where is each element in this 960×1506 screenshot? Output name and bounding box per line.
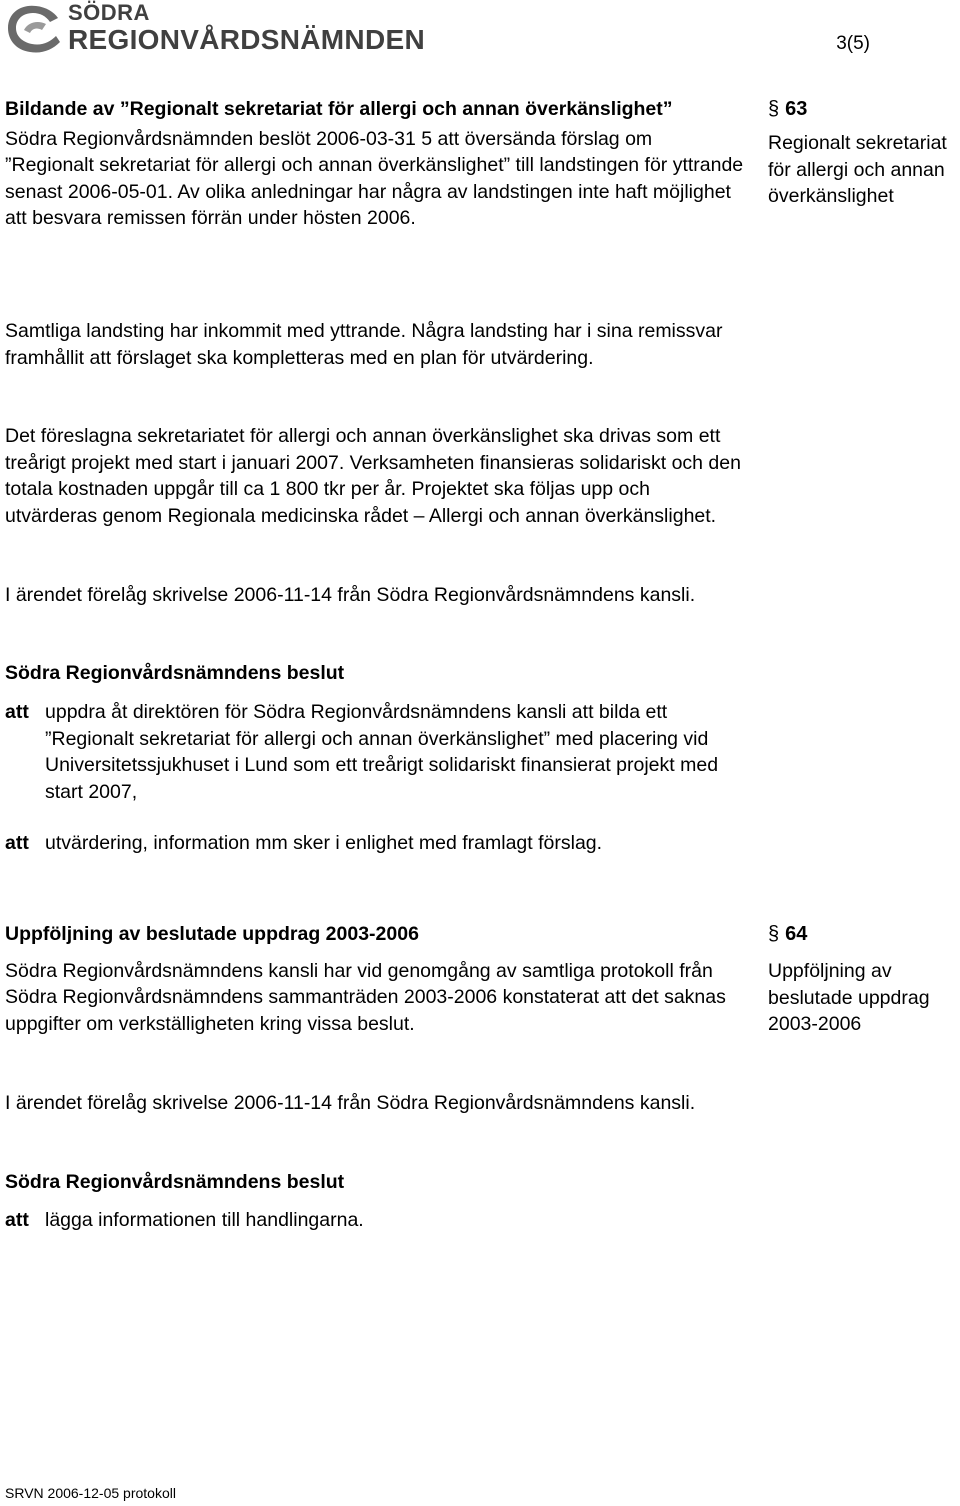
paragraph-mark: § [768,98,780,120]
page-number: 3(5) [836,33,870,54]
section-63-paragraph-1: Södra Regionvårdsnämnden beslöt 2006-03-31 5 att översända förslag om ”Regionalt sekretariat för allergi och annan överkänslighet” till landstingen för yttrande senast 2006-05-01. Av olika anledningar har några av landstingen inte haft möjlighet att besvara remissen förrän under hösten 2006. [5,127,744,229]
section-64-paragraph-2: I ärendet förelåg skrivelse 2006-11-14 från Södra Regionvårdsnämndens kansli. [5,1092,696,1114]
section-64-margin-title: Uppföljning av beslutade uppdrag 2003-2006 [768,960,930,1035]
section-64-main [5,921,745,1037]
section-number: 64 [785,923,808,945]
att-text: uppdra åt direktören för Södra Regionvårdsnämndens kansli att bilda ett ”Regionalt sekretariat för allergi och annan överkänslighet” med placering vid Universitetssjukhuset i Lund som ett treårigt solidariskt finansierat projekt med start 2007, [45,701,719,803]
section-63-paragraph-3: Det föreslagna sekretariatet för allergi och annan överkänslighet ska drivas som ett treårigt projekt med start i januari 2007. Verksamheten finansieras solidariskt och den totala kostnaden uppgår till ca 1 800 tkr per år. Projektet ska följas upp och utvärderas genom Regionala medicinska rådet – Allergi och annan överkänslighet. [5,425,741,527]
section-63-main [5,96,745,232]
att-label: att [5,701,29,723]
section-number: 63 [785,98,808,120]
footer-text: SRVN 2006-12-05 protokoll [5,1485,176,1501]
section-64-number [768,921,960,947]
logo-emblem-icon [2,0,62,56]
paragraph-mark: § [768,923,780,945]
att-text: lägga informationen till handlingarna. [45,1209,364,1231]
section-64-paragraph-1: Södra Regionvårdsnämndens kansli har vid genomgång av samtliga protokoll från Södra Regionvårdsnämndens sammanträden 2003-2006 konstaterat att det saknas uppgifter om verkställigheten kring vissa beslut. [5,959,726,1035]
section-63-title: Bildande av ”Regionalt sekretariat för allergi och annan överkänslighet” [5,98,673,120]
section-63-margin-title: Regionalt sekretariat för allergi och annan överkänslighet [768,132,947,207]
organization-logo [2,0,425,58]
section-64-decision-heading: Södra Regionvårdsnämndens beslut [5,1171,345,1193]
att-text: utvärdering, information mm sker i enlighet med framlagt förslag. [45,832,603,854]
section-63-att-1 [5,699,745,805]
logo-text-regionvardsnamnden: REGIONVÅRDSNÄMNDEN [68,24,425,55]
section-64-title: Uppföljning av beslutade uppdrag 2003-2006 [5,923,419,945]
section-63-paragraph-4: I ärendet förelåg skrivelse 2006-11-14 från Södra Regionvårdsnämndens kansli. [5,584,696,606]
section-64-att-1 [5,1207,745,1234]
section-64-margin-note [768,921,960,1038]
logo-text-sodra: SÖDRA [68,0,150,25]
section-63-margin-note [768,96,960,210]
section-63-paragraph-2: Samtliga landsting har inkommit med yttrande. Några landsting har i sina remissvar framhållit att förslaget ska kompletteras med en plan för utvärdering. [5,320,723,369]
section-63-decision-heading: Södra Regionvårdsnämndens beslut [5,662,345,684]
att-label: att [5,832,29,854]
section-63-att-2 [5,830,745,857]
att-label: att [5,1209,29,1231]
section-63-number [768,96,960,122]
